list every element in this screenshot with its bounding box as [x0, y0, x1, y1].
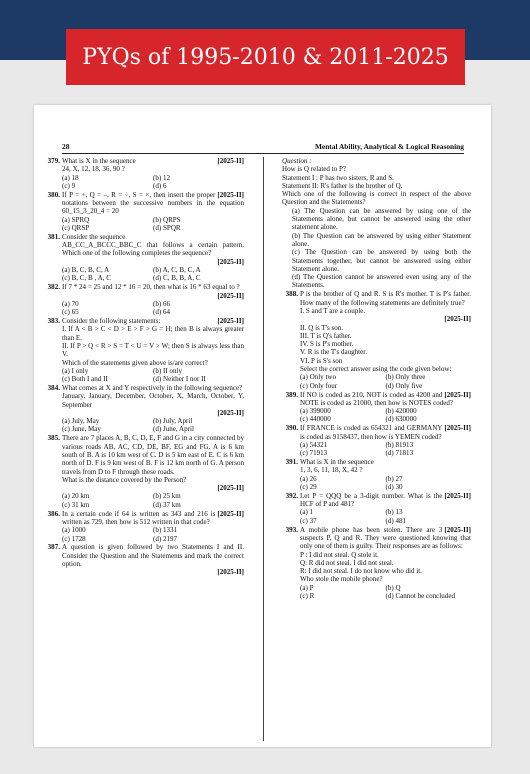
question-body: [44, 216, 244, 233]
page-number: 28: [62, 142, 70, 151]
question-number: 380.: [47, 190, 60, 199]
answer-options: [300, 373, 471, 390]
banner-title: PYQs of 1995-2010 & 2011-2025: [66, 29, 465, 85]
left-column: [44, 157, 244, 577]
answer-option: (b) 13: [385, 508, 403, 517]
question-head: [282, 424, 471, 441]
question-text: [2025-II] Consider the following statements:: [62, 317, 244, 326]
answer-options: [300, 441, 471, 458]
question-head: [44, 317, 244, 325]
question-head: [44, 157, 244, 165]
answer-option: (c) June, May: [62, 425, 101, 434]
answer-options: [62, 266, 244, 283]
answer-option: (a) B, C, B, C, A: [62, 266, 110, 275]
question-number: 393.: [285, 525, 298, 534]
question-line: Statement II: R's father is the brother of Q.: [282, 181, 403, 190]
question-number: 391.: [285, 458, 298, 467]
answer-option: (c) 440000: [300, 415, 331, 424]
question-381: [44, 233, 244, 283]
question-line: Select the correct answer using the code given below:: [300, 365, 452, 374]
question-line: Statement I : P has two sisters, R and S.: [282, 173, 394, 182]
question-head: [282, 391, 471, 408]
answer-option: (d) 30: [385, 482, 403, 491]
question-body: [282, 407, 471, 424]
question-line: Who stole the mobile phone?: [300, 575, 383, 584]
question-body: [282, 466, 471, 491]
answer-option: (c) 29: [300, 482, 317, 491]
question-body: [44, 165, 244, 190]
question-number: 389.: [285, 390, 298, 399]
question-382: [44, 283, 244, 316]
question-line: Which of the statements given above is/are correct?: [62, 358, 208, 367]
question-number: 382.: [47, 283, 60, 292]
question-body: [44, 325, 244, 383]
book-page: [34, 105, 491, 747]
answer-option: (b) II only: [153, 366, 182, 375]
answer-option: (d) 6: [153, 181, 167, 190]
answer-option: (b) 420000: [385, 407, 417, 416]
exam-tag: [2025-II]: [444, 491, 471, 500]
question-line: V. R is the T's daughter.: [300, 348, 367, 357]
answer-option: (b) The Question can be answered by using either Statement alone.: [292, 231, 471, 248]
question-393: [282, 526, 471, 601]
question-text: P is the brother of Q and R. S is R's mother. T is P's father. How many of the following statements are definitely true?: [300, 290, 471, 307]
answer-option: (c) 71913: [300, 449, 328, 458]
question-body: [282, 441, 471, 458]
answer-option: (d) 2197: [153, 534, 178, 543]
question-text: If 7 * 24 = 25 and 12 * 16 = 20, then what is 16 * 63 equal to ?: [62, 283, 240, 292]
question-text: What comes at X and Y respectively in the following sequence?: [62, 383, 243, 392]
question-body: [282, 508, 471, 525]
question-384: [44, 384, 244, 434]
exam-tag: [2025-II]: [217, 509, 244, 518]
exam-tag: [2025-II]: [217, 484, 244, 493]
question-number: 384.: [47, 383, 60, 392]
question-387: [44, 543, 244, 576]
column-divider: [263, 157, 264, 741]
answer-option: (a) 1: [300, 508, 314, 517]
answer-option: (b) QRPS: [153, 215, 181, 224]
question-389: [282, 391, 471, 424]
question-line: Q: R did not steal. I did not steal.: [300, 558, 394, 567]
answer-option: (a) I only: [62, 366, 89, 375]
question-line: II. Q is T's son.: [300, 323, 344, 332]
answer-options: [300, 407, 471, 424]
exam-tag: [2025-II]: [217, 317, 244, 326]
exam-tag: [2025-II]: [444, 525, 471, 534]
answer-option: (d) Only five: [385, 381, 423, 390]
question-379: [44, 157, 244, 190]
question-line: I. S and T are a couple.: [300, 306, 366, 315]
answer-option: (b) 25 km: [153, 492, 181, 501]
question-text: Consider the sequence: [62, 232, 126, 241]
question-number: 381.: [47, 232, 60, 241]
question-line: 1, 3, 6, 11, 18, X, 42 ?: [300, 466, 363, 475]
question-body: [44, 392, 244, 433]
answer-option: (a) 70: [62, 299, 79, 308]
answer-option: (d) 64: [153, 308, 171, 317]
question-text: [2025-II] If FRANCE is coded as 654321 and GERMANY is coded as 9158437, then how is YEMEN coded?: [300, 424, 471, 441]
question-text: What is X in the sequence: [300, 458, 374, 467]
answer-option: (c) 1728: [62, 534, 86, 543]
question-387-continued: [282, 157, 471, 290]
answer-options: [62, 526, 244, 543]
answer-options: [300, 584, 471, 601]
answer-option: (b) 1331: [153, 526, 178, 535]
question-head: [282, 526, 471, 551]
answer-option: (d) The Question cannot be answered even using any of the Statements.: [292, 273, 471, 290]
answer-option: (c) QRSP: [62, 223, 90, 232]
answer-options: [62, 367, 244, 384]
question-body: [44, 526, 244, 543]
question-line: III. T is Q's father.: [300, 331, 352, 340]
question-body: [44, 292, 244, 317]
answer-option: (c) The Question can be answered by using both the Statements together, but cannot be answered using either Statement alone.: [292, 248, 471, 273]
question-head: [282, 492, 471, 509]
answer-option: (d) 71813: [385, 449, 414, 458]
answer-option: (d) Cannot be concluded: [385, 592, 455, 600]
question-head: [44, 510, 244, 527]
answer-option: (a) July, May: [62, 417, 100, 426]
question-head: [44, 233, 244, 241]
answer-options: [62, 216, 244, 233]
answer-option: (d) 37 km: [153, 500, 181, 509]
question-line: VI. P is S's son: [300, 356, 343, 365]
answer-options: [300, 475, 471, 492]
answer-option: (a) 26: [300, 474, 317, 483]
question-number: 387.: [47, 543, 60, 552]
question-text: [2025-II] A mobile phone has been stolen. There are 3 suspects P, Q and R. They were questioned knowing that only one of them is guilty. Their responses are as follows:: [300, 525, 471, 551]
question-body: [44, 241, 244, 282]
question-number: 392.: [285, 491, 298, 500]
exam-tag: [2025-II]: [217, 291, 244, 300]
answer-option: (b) Q: [385, 583, 401, 592]
question-head: [282, 290, 471, 307]
question-number: 390.: [285, 424, 298, 433]
answer-option: (d) June, April: [153, 425, 194, 434]
question-line: AB_CC_A_BCCC_BBC_C that follows a certain pattern. Which one of the following completes the sequence?: [62, 241, 244, 258]
question-line: January, January, December, October, X, March, October, Y, September: [62, 392, 244, 409]
question-text: [2025-II] In a certain code if 64 is written as 343 and 216 is written as 729, then how is 512 written in that code?: [62, 509, 244, 526]
question-380: [44, 191, 244, 232]
question-line: IV. S is P's mother.: [300, 340, 354, 349]
question-label: Question :: [282, 157, 312, 165]
question-body: [282, 551, 471, 601]
answer-option: (b) July, April: [153, 417, 193, 426]
question-number: 385.: [47, 434, 60, 443]
question-number: 388.: [285, 290, 298, 299]
question-385: [44, 434, 244, 509]
right-column: [282, 157, 471, 601]
question-390: [282, 424, 471, 457]
answer-option: (c) Both I and II: [62, 375, 108, 384]
question-body: [44, 568, 244, 576]
answer-option: (a) Only two: [300, 373, 337, 382]
answer-options: [62, 417, 244, 434]
question-body: [44, 476, 244, 509]
answer-option: (d) 481: [385, 516, 407, 525]
question-line: I. If A < B > C < D > E > F > G = H; then B is always greater than E.: [62, 325, 244, 342]
question-text: [2025-II] If NO is coded as 210, NOT is coded as 4200 and NOTE is coded as 21000, then how is NOTES coded?: [300, 390, 471, 407]
exam-tag: [2025-II]: [217, 257, 244, 266]
chapter-title: Mental Ability, Analytical & Logical Reasoning: [314, 142, 464, 151]
question-body: [282, 307, 471, 390]
answer-option: (d) C, B, B, A, C: [153, 274, 201, 283]
question-text: [2025-II] If P = +, Q = –, R = ÷, S = ×, then insert the proper notations between the successive numbers in the equation 60_15_3_20_4 = 20: [62, 190, 244, 216]
answer-option: (c) R: [300, 592, 315, 600]
question-line: What is the distance covered by the Person?: [62, 475, 187, 484]
answer-option: (a) 1000: [62, 526, 86, 535]
answer-option: (c) Only four: [300, 381, 338, 390]
answer-option: (d) SPQR: [153, 223, 181, 232]
question-head: [44, 384, 244, 392]
question-392: [282, 492, 471, 525]
exam-tag: [2025-II]: [217, 190, 244, 199]
answer-option: (c) 65: [62, 308, 79, 317]
question-head: [44, 191, 244, 216]
exam-tag: [2025-II]: [444, 424, 471, 433]
question-line: P : I did not steal. Q stole it.: [300, 550, 379, 559]
answer-option: (a) 20 km: [62, 492, 90, 501]
question-text: A question is given followed by two Statements I and II. Consider the Question and the Statements and mark the correct option.: [62, 543, 244, 568]
question-text: There are 7 places A, B, C, D, E, F and G in a city connected by various roads AB, AC, CD, DE, BF, EG and FG. A is 6 km south of B. A is 10 km west of C. D is 5 km east of E. C is 6 km north of D. F is 9 km west of B. F is 12 km north of G. A person travels from D to F through these roads.: [62, 434, 244, 476]
answer-option: (a) The Question can be answered by using one of the Statements alone, but cannot be answered using the other statement alone.: [292, 206, 471, 232]
question-388: [282, 290, 471, 390]
answer-option: (b) 27: [385, 474, 403, 483]
answer-option: (c) B, C, B , A, C: [62, 274, 111, 283]
question-line: 24, X, 12, 18, 36, 90 ?: [62, 165, 125, 174]
answer-options: [62, 492, 244, 509]
exam-tag: [2025-II]: [217, 408, 244, 417]
answer-option: (a) 399000: [300, 407, 331, 416]
answer-option: (b) Only three: [385, 373, 426, 382]
answer-options: [62, 174, 244, 191]
answer-options: [62, 300, 244, 317]
question-head: [282, 458, 471, 466]
answer-option: (b) 81913: [385, 440, 414, 449]
question-number: 386.: [47, 509, 60, 518]
answer-option: (b) 66: [153, 299, 171, 308]
answer-option: (a) SPRQ: [62, 215, 90, 224]
exam-tag: [2025-II]: [444, 315, 471, 324]
exam-tag: [2025-II]: [217, 157, 244, 165]
question-text: [2025-II] Let P = QQQ be a 3-digit number. What is the HCF of P and 481?: [300, 491, 471, 509]
answer-option: (c) 37: [300, 516, 317, 525]
exam-tag: [2025-II]: [444, 390, 471, 399]
answer-option: (c) 9: [62, 181, 76, 190]
question-line: R: I did not steal. I do not know who did it.: [300, 567, 422, 576]
question-line: How is Q related to P?: [282, 165, 346, 174]
answer-option: (a) 54321: [300, 440, 328, 449]
answer-option: (a) P: [300, 583, 314, 592]
answer-option: (d) 630000: [385, 415, 417, 424]
question-386: [44, 510, 244, 543]
exam-tag: [2025-II]: [217, 568, 244, 577]
question-head: [44, 434, 244, 475]
answer-options: [300, 508, 471, 525]
question-391: [282, 458, 471, 491]
question-383: [44, 317, 244, 383]
answer-option: (d) Neither I nor II: [153, 375, 206, 384]
question-number: 379.: [47, 157, 60, 165]
answer-option: (b) 12: [153, 173, 171, 182]
question-line: Which one of the following is correct in respect of the above Question and the Statements?: [282, 190, 471, 207]
answer-option: (b) A, C, B, C, A: [153, 266, 201, 275]
question-number: 383.: [47, 317, 60, 326]
page-header: [62, 141, 464, 154]
question-head: [44, 283, 244, 291]
answer-option: (a) 18: [62, 173, 79, 182]
answer-option: (c) 31 km: [62, 500, 90, 509]
question-head: [44, 543, 244, 568]
question-line: II. If P > Q < R > S = T < U = V > W; then S is always less than V.: [62, 341, 244, 359]
question-text: [2025-II] What is X in the sequence: [62, 157, 244, 165]
